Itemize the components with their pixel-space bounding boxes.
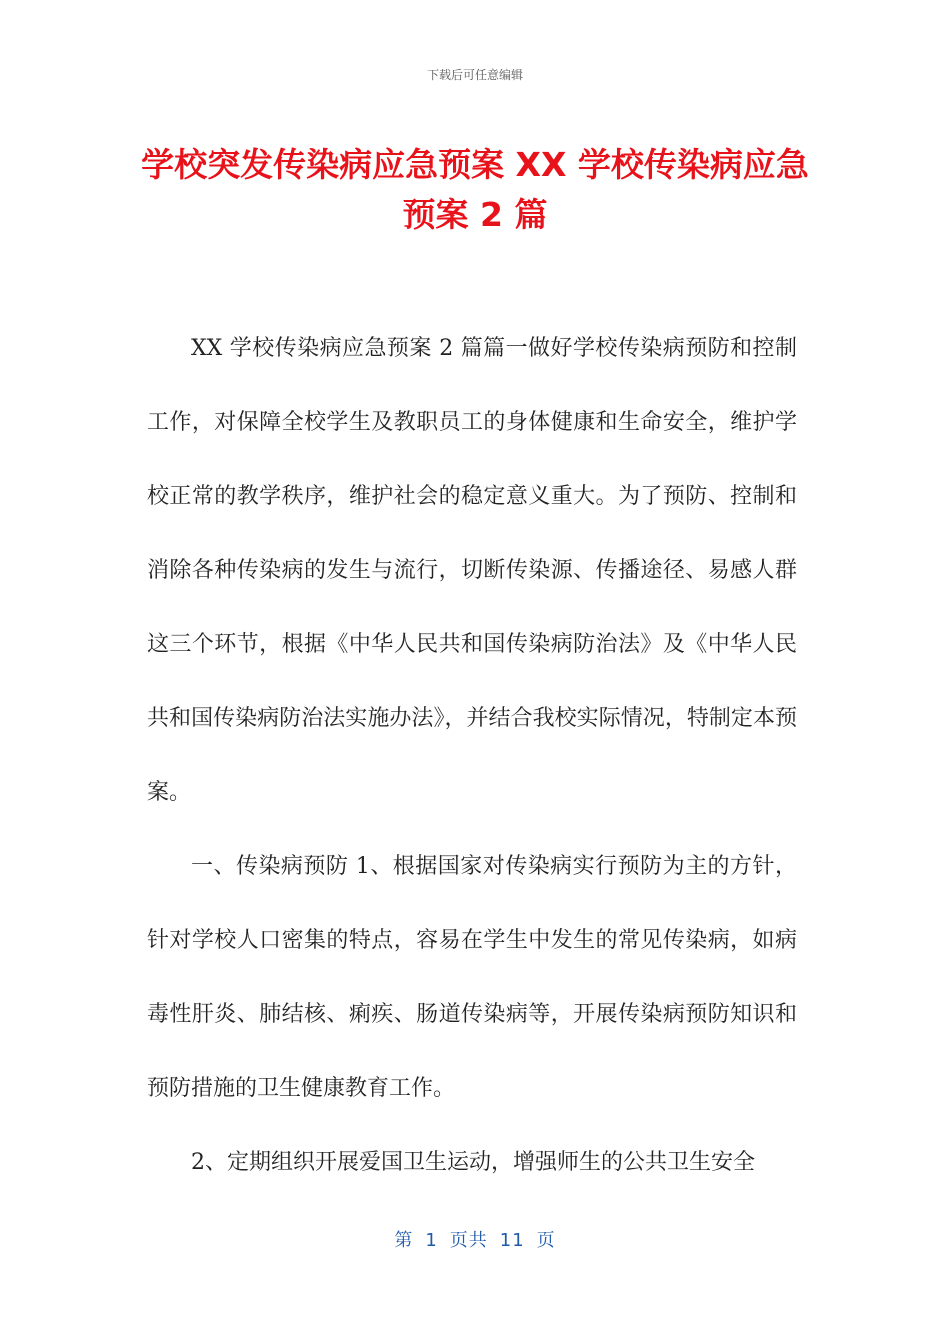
paragraph-1: XX 学校传染病应急预案 2 篇篇一做好学校传染病预防和控制工作，对保障全校学生及教职员工的身体健康和生命安全，维护学校正常的教学秩序，维护社会的稳定意义重大。为了预防、控制和消除各种传染病的发生与流行，切断传染源、传播途径、易感人群这三个环节，根据《中华人民共和国传染病防治法》及《中华人民共和国传染病防治法实施办法》，并结合我校实际情况，特制定本预案。 [147,336,797,805]
footer-page-current: 1 [425,1230,438,1251]
footer-page-middle: 页共 [449,1230,488,1251]
paragraph-2: 一、传染病预防 1、根据国家对传染病实行预防为主的方针，针对学校人口密集的特点，容易在学生中发生的常见传染病，如病毒性肝炎、肺结核、痢疾、肠道传染病等，开展传染病预防知识和预防措施的卫生健康教育工作。 [147,854,797,1101]
document-title: 学校突发传染病应急预案 XX 学校传染病应急预案 2 篇 [141,145,809,234]
header-note: 下载后可任意编辑 [426,68,523,82]
footer-page-prefix: 第 [394,1230,414,1251]
document-body [147,312,797,1200]
page-footer [0,1226,950,1252]
footer-page-total: 11 [499,1230,525,1251]
footer-page-suffix: 页 [536,1230,556,1251]
paragraph-3: 2、定期组织开展爱国卫生运动，增强师生的公共卫生安全 [191,1150,755,1175]
